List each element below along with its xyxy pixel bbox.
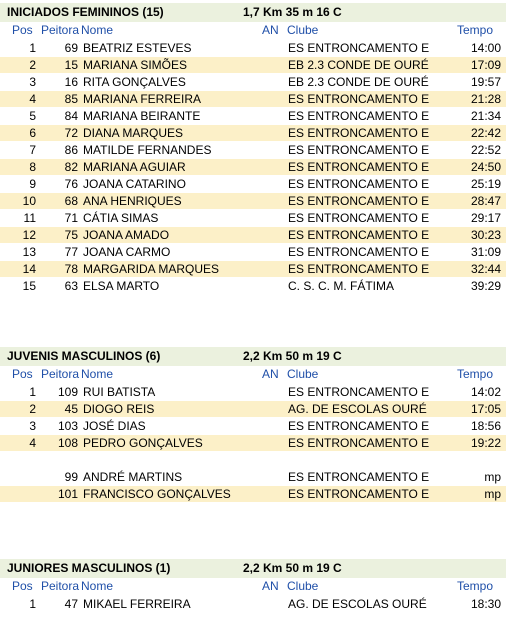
row-club: ES ENTRONCAMENTO E: [288, 262, 430, 276]
row-time: 14:02: [470, 385, 501, 399]
column-header-club: Clube: [287, 367, 319, 381]
row-position: 4: [29, 92, 36, 106]
row-time: mp: [484, 470, 501, 484]
table-row: [0, 210, 506, 226]
row-club: EB 2.3 CONDE DE OURÉ: [288, 75, 429, 89]
row-club: ES ENTRONCAMENTO E: [288, 109, 430, 123]
row-athlete-name: ANA HENRIQUES: [83, 194, 182, 208]
section-title: JUNIORES MASCULINOS (1): [7, 561, 171, 575]
section-title: INICIADOS FEMININOS (15): [7, 5, 164, 19]
column-header-pos: Pos: [12, 367, 33, 381]
row-position: 13: [22, 245, 36, 259]
row-bib-number: 103: [57, 419, 78, 433]
section-race-info: 2,2 Km 50 m 19 C: [243, 561, 342, 575]
row-time: 31:09: [470, 245, 501, 259]
row-bib-number: 76: [64, 177, 78, 191]
row-athlete-name: JOANA AMADO: [83, 228, 170, 242]
row-club: ES ENTRONCAMENTO E: [288, 194, 430, 208]
row-athlete-name: BEATRIZ ESTEVES: [83, 41, 192, 55]
table-row: [0, 418, 506, 434]
row-athlete-name: MARGARIDA MARQUES: [83, 262, 220, 276]
row-club: ES ENTRONCAMENTO E: [288, 41, 430, 55]
row-time: 21:28: [470, 92, 501, 106]
table-row: [0, 40, 506, 56]
row-bib-number: 16: [64, 75, 78, 89]
row-time: mp: [484, 487, 501, 501]
row-athlete-name: MARIANA BEIRANTE: [83, 109, 201, 123]
row-time: 18:30: [470, 597, 501, 611]
row-athlete-name: MARIANA SIMÕES: [83, 58, 188, 72]
row-position: 12: [22, 228, 36, 242]
row-club: ES ENTRONCAMENTO E: [288, 487, 430, 501]
row-time: 32:44: [470, 262, 501, 276]
column-header-club: Clube: [287, 579, 319, 593]
row-bib-number: 108: [57, 436, 78, 450]
row-athlete-name: DIANA MARQUES: [83, 126, 184, 140]
row-club: ES ENTRONCAMENTO E: [288, 245, 430, 259]
column-header-row: [0, 366, 506, 383]
section-header: [0, 3, 506, 23]
row-time: 19:57: [470, 75, 501, 89]
row-position: 1: [29, 41, 36, 55]
row-position: 5: [29, 109, 36, 123]
table-row: [0, 596, 506, 612]
row-position: 8: [29, 160, 36, 174]
column-header-pos: Pos: [12, 579, 33, 593]
row-club: ES ENTRONCAMENTO E: [288, 160, 430, 174]
column-header-row: [0, 22, 506, 39]
row-position: 6: [29, 126, 36, 140]
column-header-pos: Pos: [12, 23, 33, 37]
row-time: 39:29: [470, 279, 501, 293]
row-position: 9: [29, 177, 36, 191]
row-time: 14:00: [470, 41, 501, 55]
row-bib-number: 86: [64, 143, 78, 157]
row-bib-number: 63: [64, 279, 78, 293]
column-header-name: Nome: [81, 23, 114, 37]
row-time: 19:22: [470, 436, 501, 450]
row-bib-number: 69: [64, 41, 78, 55]
row-time: 29:17: [470, 211, 501, 225]
column-header-name: Nome: [81, 579, 114, 593]
row-club: ES ENTRONCAMENTO E: [288, 419, 430, 433]
column-header-bib: Peitora: [41, 23, 80, 37]
row-athlete-name: DIOGO REIS: [83, 402, 155, 416]
section-race-info: 2,2 Km 50 m 19 C: [243, 349, 342, 363]
column-header-row: [0, 578, 506, 595]
table-row: [0, 227, 506, 243]
row-time: 17:05: [470, 402, 501, 416]
row-club: C. S. C. M. FÁTIMA: [288, 279, 395, 293]
row-bib-number: 82: [64, 160, 78, 174]
column-header-time: Tempo: [457, 367, 494, 381]
row-bib-number: 109: [57, 385, 78, 399]
column-header-time: Tempo: [457, 23, 494, 37]
row-bib-number: 85: [64, 92, 78, 106]
table-row: [0, 142, 506, 158]
column-header-club: Clube: [287, 23, 319, 37]
section-title: JUVENIS MASCULINOS (6): [7, 349, 161, 363]
table-row: [0, 57, 506, 73]
row-position: 14: [22, 262, 36, 276]
table-row: [0, 384, 506, 400]
row-time: 28:47: [470, 194, 501, 208]
row-bib-number: 84: [64, 109, 78, 123]
row-bib-number: 15: [64, 58, 78, 72]
row-position: 2: [29, 402, 36, 416]
row-time: 17:09: [470, 58, 501, 72]
row-bib-number: 78: [64, 262, 78, 276]
row-club: ES ENTRONCAMENTO E: [288, 126, 430, 140]
row-position: 7: [29, 143, 36, 157]
row-bib-number: 77: [64, 245, 78, 259]
row-club: ES ENTRONCAMENTO E: [288, 436, 430, 450]
row-time: 30:23: [470, 228, 501, 242]
section-header: [0, 559, 506, 579]
row-club: ES ENTRONCAMENTO E: [288, 177, 430, 191]
row-club: ES ENTRONCAMENTO E: [288, 228, 430, 242]
section-race-info: 1,7 Km 35 m 16 C: [243, 5, 342, 19]
table-row: [0, 159, 506, 175]
row-time: 18:56: [470, 419, 501, 433]
table-row: [0, 435, 506, 451]
column-header-an: AN: [262, 23, 279, 37]
row-athlete-name: MARIANA FERREIRA: [83, 92, 202, 106]
row-time: 22:52: [470, 143, 501, 157]
row-athlete-name: MARIANA AGUIAR: [83, 160, 186, 174]
row-athlete-name: MATILDE FERNANDES: [83, 143, 212, 157]
row-club: AG. DE ESCOLAS OURÉ: [288, 402, 427, 416]
column-header-an: AN: [262, 367, 279, 381]
table-row: [0, 125, 506, 141]
row-club: AG. DE ESCOLAS OURÉ: [288, 597, 427, 611]
row-club: EB 2.3 CONDE DE OURÉ: [288, 58, 429, 72]
row-athlete-name: RUI BATISTA: [83, 385, 156, 399]
column-header-time: Tempo: [457, 579, 494, 593]
section-header: [0, 347, 506, 367]
row-athlete-name: JOANA CATARINO: [83, 177, 186, 191]
row-position: 1: [29, 597, 36, 611]
row-athlete-name: ANDRÉ MARTINS: [83, 470, 183, 484]
row-athlete-name: JOSÉ DIAS: [83, 419, 146, 433]
row-bib-number: 75: [64, 228, 78, 242]
table-row: [0, 244, 506, 260]
row-bib-number: 101: [57, 487, 78, 501]
row-bib-number: 45: [64, 402, 78, 416]
table-row: [0, 486, 506, 502]
row-club: ES ENTRONCAMENTO E: [288, 385, 430, 399]
row-athlete-name: MIKAEL FERREIRA: [83, 597, 191, 611]
row-athlete-name: RITA GONÇALVES: [83, 75, 186, 89]
row-athlete-name: ELSA MARTO: [83, 279, 160, 293]
row-athlete-name: PEDRO GONÇALVES: [83, 436, 203, 450]
row-bib-number: 72: [64, 126, 78, 140]
table-row: [0, 193, 506, 209]
row-athlete-name: CÁTIA SIMAS: [83, 211, 159, 225]
table-row: [0, 176, 506, 192]
row-position: 10: [22, 194, 36, 208]
table-row: [0, 74, 506, 90]
table-row: [0, 469, 506, 485]
table-row: [0, 91, 506, 107]
row-position: 15: [22, 279, 36, 293]
table-row: [0, 261, 506, 277]
row-bib-number: 71: [64, 211, 78, 225]
row-bib-number: 47: [64, 597, 78, 611]
column-header-bib: Peitora: [41, 579, 80, 593]
row-athlete-name: FRANCISCO GONÇALVES: [83, 487, 231, 501]
row-bib-number: 99: [64, 470, 78, 484]
row-club: ES ENTRONCAMENTO E: [288, 92, 430, 106]
row-position: 1: [29, 385, 36, 399]
table-row: [0, 452, 506, 468]
table-row: [0, 108, 506, 124]
column-header-an: AN: [262, 579, 279, 593]
table-row: [0, 401, 506, 417]
row-position: 3: [29, 419, 36, 433]
row-time: 22:42: [470, 126, 501, 140]
row-club: ES ENTRONCAMENTO E: [288, 143, 430, 157]
row-time: 24:50: [470, 160, 501, 174]
column-header-name: Nome: [81, 367, 114, 381]
row-time: 21:34: [470, 109, 501, 123]
row-position: 2: [29, 58, 36, 72]
row-position: 11: [23, 211, 36, 225]
row-position: 4: [29, 436, 36, 450]
column-header-bib: Peitora: [41, 367, 80, 381]
row-bib-number: 68: [64, 194, 78, 208]
row-time: 25:19: [470, 177, 501, 191]
row-position: 3: [29, 75, 36, 89]
row-athlete-name: JOANA CARMO: [83, 245, 171, 259]
row-club: ES ENTRONCAMENTO E: [288, 211, 430, 225]
row-club: ES ENTRONCAMENTO E: [288, 470, 430, 484]
table-row: [0, 278, 506, 294]
